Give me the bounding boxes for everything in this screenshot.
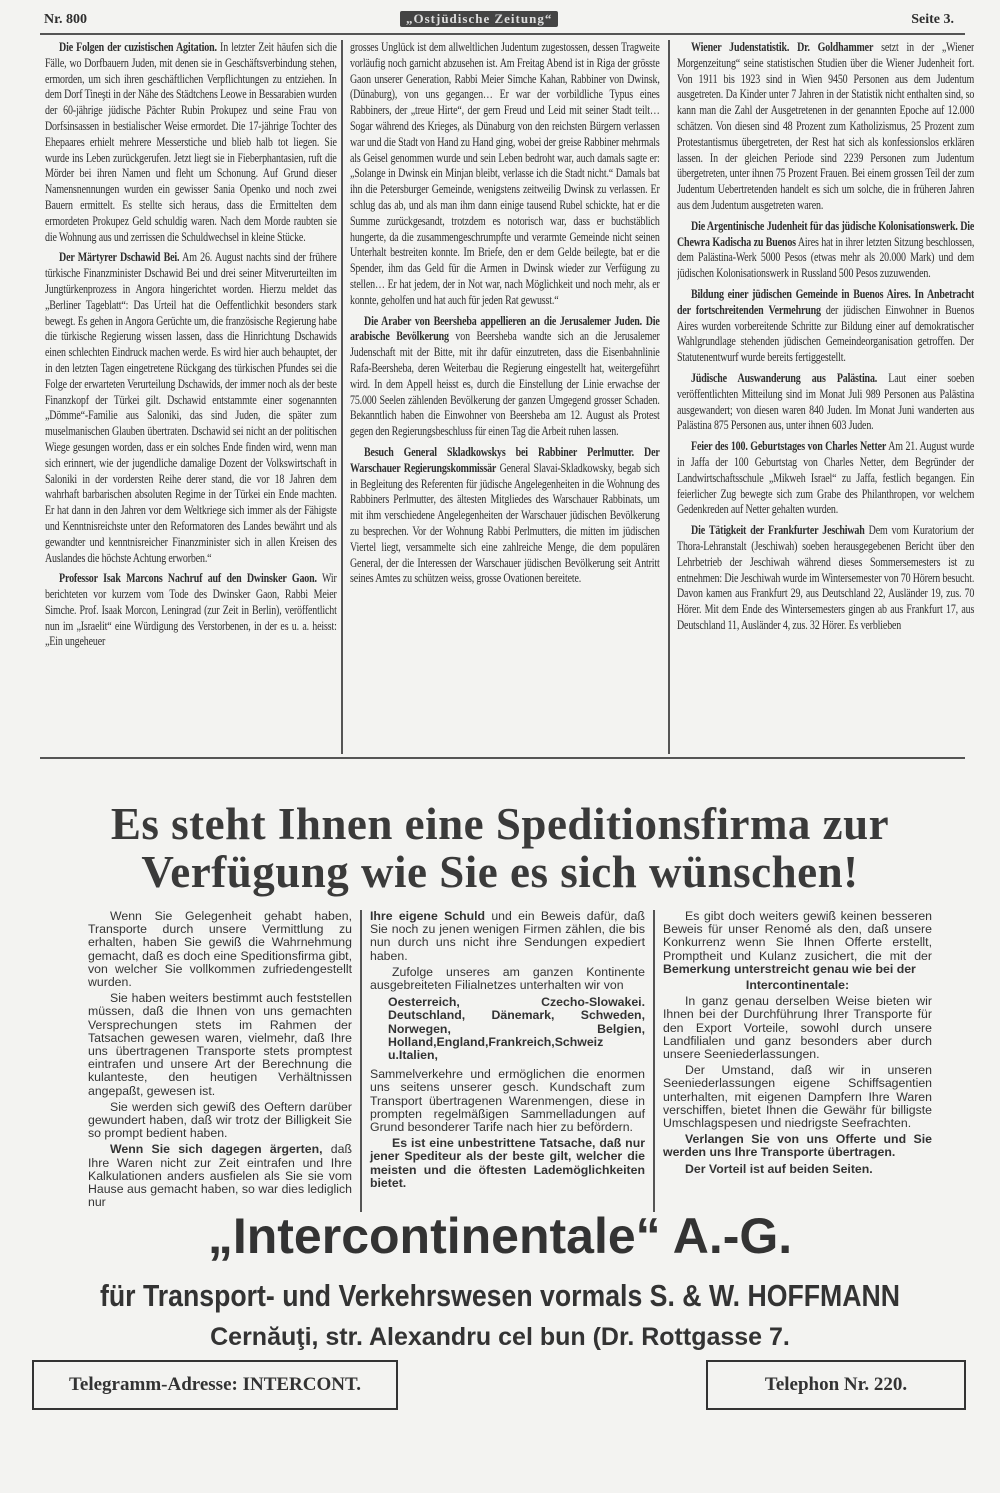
article-continuation <box>350 40 660 309</box>
ad-headline-line-1: Es steht Ihnen eine Speditionsfirma zur <box>110 799 890 849</box>
telephone-number: Telephon Nr. 220. <box>764 1374 908 1395</box>
company-subtitle: für Transport- und Verkehrswesen vormals S. & W. HOFFMANN <box>100 1278 900 1313</box>
ad-paragraph: Der Umstand, daß wir in unseren Seeniederlassungen eigene Schiffsagentien unterhalten, mit eigenen Dampfern Ihre Waren verschiffen, bietet Ihnen die Gewähr für billigste Umschlagspesen und niedrigste Seefrachten. <box>663 1063 932 1131</box>
article <box>677 219 974 282</box>
article-heading: Bildung einer jüdischen Gemeinde in Buenos Aires. In Anbetracht der fortschreitenden Vermehrung <box>677 286 974 317</box>
column-2 <box>350 40 660 754</box>
article <box>45 40 337 245</box>
article-heading: Jüdische Auswanderung aus Palästina. <box>691 370 878 385</box>
ad-paragraph: Verlangen Sie von uns Offerte und Sie werden uns Ihre Transporte übertragen. <box>663 1132 932 1160</box>
header-rule <box>40 33 965 35</box>
company-address: Cernăuţi, str. Alexandru cel bun (Dr. Rottgasse 7. <box>210 1323 790 1351</box>
ad-text: daß Ihre Waren nicht zur Zeit eintrafen und Ihre Kalkulationen anders ausfielen als Sie sie vom Hause aus gemacht haben, so war dies lediglich nur <box>88 1142 352 1210</box>
article-body: der jüdischen Einwohner in Buenos Aires wurden vorbereitende Schritte zur Bildung einer auf demokratischer Wahlgrundlage stehenden jüdischen Gemeindeorganisation getroffen. Der Statutenentwurf wurde bereits fertiggestellt. <box>677 302 974 365</box>
article <box>677 371 974 434</box>
article <box>350 445 660 587</box>
article-body: Dem vom Kuratorium der Thora-Lehranstalt (Jeschiwah) soeben herausgegebenen Bericht über den Lehrbetrieb der Jeschiwah während dieses Sommersemesters ist zu entnehmen: Die Jeschiwah wurde im Wintersemester von 70 Hörern besucht. Davon kamen aus Frankfurt 29, aus Deutschland 22, Ausländer 19, zus. 70 Hörer. Mit dem Ende des Wintersemesters gingen ab aus Frankfurt 17, aus Deutschland 11, Ausländer 4, zus. 32 Hörer. Es verblieben <box>677 523 974 632</box>
column-rule <box>668 40 670 754</box>
column-1 <box>45 40 337 754</box>
ad-bold-lead: Ihre eigene Schuld <box>370 909 486 923</box>
ad-paragraph: Sie haben weiters bestimmt auch feststellen müssen, daß die Ihnen von uns gemachten Versprechungen stets im Rahmen der Tatsachen gewesen waren, vielmehr, daß Ihre uns übertragenen Transporte stets promptest eintrafen und unsere Art der Berechnung die kulanteste, den heutigen Verhältnissen angepaßt, gewesen ist. <box>88 991 352 1098</box>
article <box>677 523 974 634</box>
ad-text: Es gibt doch weiters gewiß keinen besseren Beweis für unser Renomé als den, daß unsere Konkurrenz wenn Sie Ihnen Offerte erstellt, Promptheit und Kulanz zusichert, die mit der <box>663 909 932 963</box>
column-rule <box>341 40 343 754</box>
article-heading: Die Tätigkeit der Frankfurter Jeschiwah <box>691 523 865 538</box>
article-body: Laut einer soeben veröffentlichten Mitteilung sind im Monat Juli 989 Personen aus Palästina ausgewandert; von diesen waren 840 Juden. Im Monat Juni wanderten aus Palästina 875 Personen aus, unter ihnen 603 Juden. <box>677 370 974 433</box>
ad-headline-line-2: Verfügung wie Sie es sich wünschen! <box>141 847 859 897</box>
article-heading: Die Folgen der cuzistischen Agitation. <box>59 40 217 54</box>
article <box>677 439 974 518</box>
ad-paragraph <box>663 910 932 976</box>
ad-paragraph: Sie werden sich gewiß des Oeftern darüber gewundert haben, daß wir trotz der Billigkeit Sie so prompt bedient haben. <box>88 1099 352 1141</box>
article <box>677 287 974 366</box>
ad-paragraph: Es ist eine unbestrittene Tatsache, daß nur jener Spediteur als der beste gilt, welcher die meisten und die öftesten Lademöglichkeiten bietet. <box>370 1136 645 1190</box>
ad-paragraph <box>88 1143 352 1209</box>
ad-paragraph: In ganz genau derselben Weise bieten wir Ihnen bei der Durchführung Ihrer Transporte für den Export Vorteile, sowohl durch unsere Landfilialen und ganz besonders aber durch unsere Seeniederlassungen. <box>663 994 932 1062</box>
article-body: Wir berichteten vor kurzem vom Tode des Dwinsker Gaon, Rabbi Meier Simche. Prof. Isaak Morcon, Leningrad (zur Zeit in Berlin), veröffentlicht nun im „Israelit“ eine Würdigung des Verstorbenen, in der es u. a. heisst: „Ein ungeheuer <box>45 571 337 649</box>
ad-bold-lead: Wenn Sie sich dagegen ärgerten, <box>110 1142 323 1157</box>
article-body: von Beersheba wandte sich an die Jerusalemer Judenschaft mit der Bitte, mit ihr dafür einzutreten, dass die Eisenbahnlinie Rafa-Beersheba, deren Weiterbau die Regierung eingestellt hat, weitergeführt wird. In dem Appell heisst es, durch die Einstellung der Linie erwachse der 75.000 Seelen zählenden Bevölkerung der ganzen Umgegend grosser Schaden. Bekanntlich haben die Einwohner von Beersheba am 12. August als Protest gegen den Regierungsbeschluss für einen Tag die Arbeit ruhen lassen. <box>350 329 660 439</box>
telegram-address-box <box>32 1360 398 1410</box>
telephone-box <box>706 1360 966 1410</box>
article-heading: Die Argentinische Judenheit für das jüdische Kolonisationswerk. Die Chewra Kadischa zu Buenos <box>677 218 974 249</box>
article-body: Aires hat in ihrer letzten Sitzung beschlossen, dem Palästina-Werk 5000 Pesos (etwas mehr als 20.000 Mark) und dem jüdischen Kolonisationswerk in Russland 500 Pesos zuzuwenden. <box>677 234 974 281</box>
article-heading: Professor Isak Marcons Nachruf auf den Dwinsker Gaon. <box>59 571 317 586</box>
company-name: „Intercontinentale“ A.-G. <box>207 1208 793 1264</box>
article-heading: Wiener Judenstatistik. Dr. Goldhammer <box>691 40 874 54</box>
ad-column-1 <box>80 910 360 1212</box>
section-rule <box>40 757 965 759</box>
column-3 <box>677 40 974 754</box>
ad-paragraph: Sammelverkehre und ermöglichen die enormen uns seitens unserer gesch. Kundschaft zum Transport übertragenen Warenmengen, diese in prompten regelmäßigen Sammelladungen auf Grund besonderer Tarife nach hier zu befördern. <box>370 1067 645 1135</box>
article-heading: Der Märtyrer Dschawid Bei. <box>59 250 180 265</box>
ad-column-3 <box>655 910 940 1212</box>
article <box>350 314 660 440</box>
page-number: Seite 3. <box>911 12 954 27</box>
article-body: setzt in der „Wiener Morgenzeitung“ seine statistischen Studien über die Wiener Judenheit fort. Von 1911 bis 1923 sind in Wien 9450 Personen aus dem Judentum ausgetreten. Da Kinder unter 7 Jahren in der Statistik nicht enthalten sind, so kann man die Zahl der Ausgetretenen in der genannten Epoche auf 12.000 schätzen. Von diesen sind 48 Prozent zum Katholizismus, 25 Prozent zum Protestantismus übergetreten, der Rest hat sich als konfessionslos erklären lassen. In der gleichen Periode sind 2239 Personen zum Judentum übergetreten, unter ihnen 75 Prozent Frauen. Bei einem grossen Teil der zum Judentum Uebertretenden handelt es sich um solche, die in früheren Jahren aus dem Judentum ausgetreten waren. <box>677 40 974 212</box>
ad-paragraph: Der Vorteil ist auf beiden Seiten. <box>685 1161 873 1176</box>
ad-paragraph: Zufolge unseres am ganzen Kontinente ausgebreiteten Filialnetzes unterhalten wir von <box>370 964 645 993</box>
telegram-address: Telegramm-Adresse: INTERCONT. <box>68 1374 361 1395</box>
article-body: General Slavai-Skladkowsky, begab sich in Begleitung des Referenten für jüdische Angelegenheiten in die Wohnung des Rabbiners Perlmutter, des ältesten Mitgliedes des Warschauer Rabbinats, um mit ihm verschiedene Angelegenheiten der Warschauer jüdischen Bevölkerung zu besprechen. Vor der Wohnung Rabbi Perlmutters, die mitten im jüdischen Viertel liegt, versammelte sich eine zahlreiche Menge, die dem populären General, der die Interessen der Warschauer jüdischen Bevölkerung seit Antritt seines Amtes zu schützen weiss, grosse Ovationen bereitete. <box>350 460 660 586</box>
article-body: In letzter Zeit häufen sich die Fälle, wo Dorfbauern Juden, mit denen sie in Geschäftsverbindung stehen, ermorden, um sich ihren geschäftlichen Verpflichtungen zu entziehen. In dem Dorf Tineşti in der Nähe des Städtchens Leowe in Bessarabien wurden der 60-jährige jüdische Pächter Rubin Prokupez und seine Frau von Dorfsinsassen in bestialischer Weise ermordet. Die 17-jährige Tochter des Ehepaares erhielt mehrere Messerstiche und blieb halb tot liegen. Sie wurde ins Leben zurückgerufen. Jetzt liegt sie in Fieberphantasien, ruft die Mörder bei ihren Namen und fleht um Schonung. Auf Grund dieser Namensnennungen wurden ein gewisser Sania Openko und noch zwei Bauern ermittelt. Es stellte sich heraus, dass die Ermittelten dem ermordeten Prokupez Geld schuldig waren. Nach dem Morde raubten sie die Wohnung aus und zerrissen die Schuldwechsel in kleine Stücke. <box>45 40 337 244</box>
advertisement <box>30 765 970 1465</box>
article-body: Am 21. August wurde in Jaffa der 100 Geburtstag von Charles Netter, dem Begründer der Landwirtschaftsschule „Mikweh Israel“ zu Jaffa, festlich begangen. Ein feierlicher Zug bewegte sich zum Grabe des Philanthropen, vor welchem Gedenkreden auf Netter gehalten wurden. <box>677 439 974 517</box>
article-body: grosses Unglück ist dem allweltlichen Judentum zugestossen, dessen Tragweite vorläufig noch garnicht abzusehen ist. Am Freitag Abend ist in Riga der grösste Gaon unserer Generation, Rabbi Meier Simche Kahan, Rabbiner von Dwinsk, (Dünaburg), von uns gegangen… Er war der vorbildliche Typus eines Rabbiners, der „treue Hirte“, der gern Freud und Leid mit seiner Stadt teilt… Sogar während des Krieges, als Dünaburg von den reichsten Bürgern verlassen war und die Stadt von Hand zu Hand ging, wobei der greise Rabbiner mehrmals als Geisel genommen wurde und sein Leben bedroht war, auch damals sagte er: „Solange in Dwinsk ein Minjan bleibt, verlasse ich die Stadt nicht.“ Damals bat ihn die Petersburger Gemeinde, wenigstens zeitweilig Dwinsk zu verlassen. Er schlug das ab, und als man ihm dann einige tausend Rubel schickte, hat er die Summe zurückgesandt, trotzdem es notorisch war, dass er buchstäblich hungerte, da die zusammengeschrumpfte und verarmte Gemeinde nicht seinen Unterhalt bestreiten konnte. Im Briefe, den er dem Gelde beilegte, bat er die Spender, ihm das Geld für die Armen in Dwinsk wieder zur Verfügung zu stellen… Er hat jedem, der in Not war, nach Möglichkeit und noch mehr, als er konnte, geholfen und hat auch für jeden Rat gewusst.“ <box>350 40 660 307</box>
ad-text-columns <box>80 910 940 1212</box>
article-heading: Besuch General Skladkowskys bei Rabbiner Perlmutter. Der Warschauer Regierungskommissär <box>350 444 660 475</box>
ad-paragraph <box>370 910 645 963</box>
article-heading: Feier des 100. Geburtstages von Charles Netter <box>691 439 887 454</box>
masthead: „Ostjüdische Zeitung“ <box>400 11 558 27</box>
article-heading: Die Araber von Beersheba appellieren an die Jerusalemer Juden. Die arabische Bevölkerung <box>350 313 660 344</box>
issue-number: Nr. 800 <box>44 12 88 27</box>
country-list: Oesterreich, Czecho-Slowakei. Deutschland, Dänemark, Schweden, Norwegen, Belgien, Holland,England,Frankreich,Schweiz u.Italien, <box>388 995 645 1063</box>
ad-text: und ein Beweis dafür, daß Sie noch zu jenen wenigen Firmen zählen, die bis nun durch uns nicht ihre Sendungen expediert haben. <box>370 909 645 963</box>
article <box>45 250 337 566</box>
ad-paragraph: Wenn Sie Gelegenheit gehabt haben, Transporte durch unsere Vermittlung zu erhalten, haben Sie gewiß die Wahrnehmung gemacht, daß es doch eine Speditionsfirma gibt, von welcher Sie vollkommen zufriedengestellt wurden. <box>88 909 352 990</box>
article-body: Am 26. August nachts sind der frühere türkische Finanzminister Dschawid Bei und drei seiner Mitverurteilten im Jungtürkenprozess in Angora hingerichtet worden. Hierzu meldet das „Berliner Tageblatt“: Das Urteil hat die Oeffentlichkit besonders stark bewegt. Es gehen in Angora Gerüchte um, die französische Regierung habe die türkische Regierung wissen lassen, dass die Hinrichtung Dschawids einen schlechten Eindruck machen werde. Es wird hier auch behauptet, der in den letzten Tagen eingetretene Rückgang des türkischen Pfundes sei die Folge der erwarteten Verurteilung Dschawids, der immer noch als der beste Finanzkopf der Türkei gilt. Dschawid entstammte einer sogenannten „Dömme“-Familie aus Saloniki, das sind Juden, die später zum muselmanischen Glauben übertraten. Dschawid sei nicht an der politischen Wiege gesungen worden, dass er ein solches Ende finden wird, wenn man sich erinnert, wie der jugendliche damalige Dozent der Volkswirtschaft in Saloniki in der vordersten Reihe derer stand, die vor 18 Jahren dem wahrhaft barbarischen absoluten Regime in der Türkei ein Ende machten. Er hat dann in den Jahren vor dem Weltkriege sich immer als der Fähigste und Kenntnisreichste unter den Reformatoren des Landes bewährt und als gewandter und kenntnisreicher Finanzminister sich in allen Kreisen des Auslandes die höchste Achtung erworben.“ <box>45 250 337 565</box>
article <box>677 40 974 214</box>
ad-column-2 <box>360 910 655 1212</box>
article <box>45 571 337 650</box>
ad-paragraph: Intercontinentale: <box>745 978 850 993</box>
ad-bold-text: Bemerkung unterstreicht genau wie bei der <box>663 961 916 976</box>
